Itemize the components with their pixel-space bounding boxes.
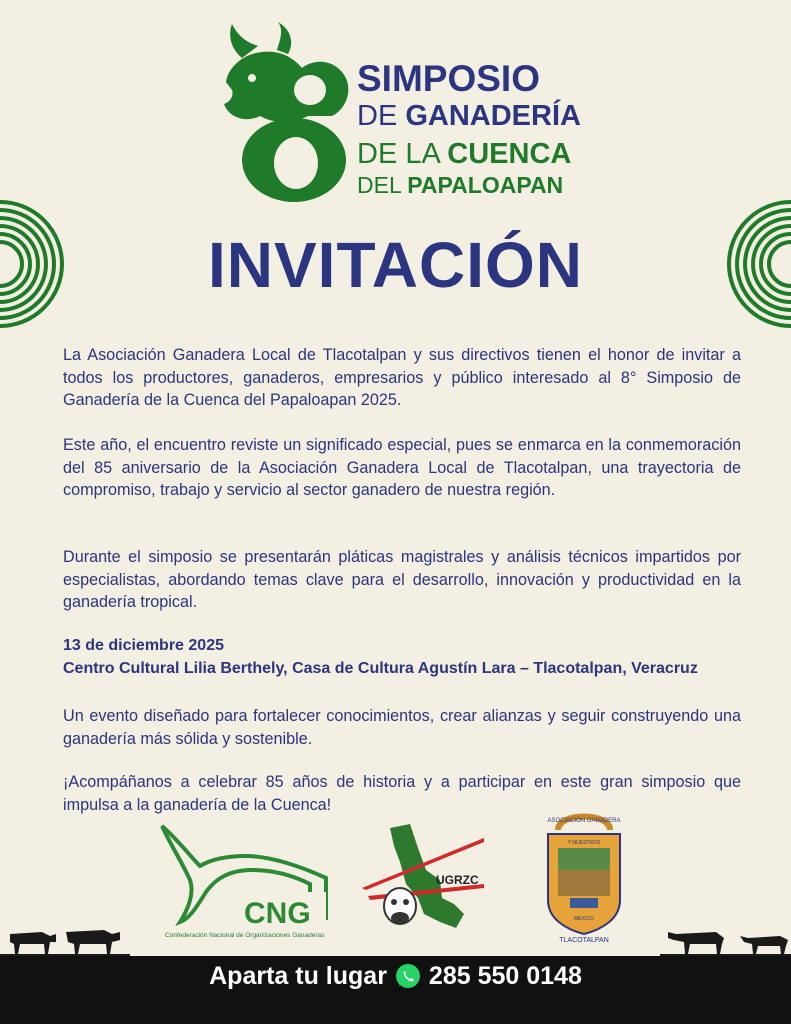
invitation-title: INVITACIÓN xyxy=(207,229,584,301)
whatsapp-icon xyxy=(395,963,421,989)
title-cuenca xyxy=(357,140,571,169)
paragraph-anniversary: Este año, el encuentro reviste un significado especial, pues se enmarca en la conmemoración del 85 aniversario de la Asociación Ganadera Local de Tlacotalpan, una trayectoria de compromiso, trabajo y servicio al sector ganadero de nuestra región. xyxy=(63,436,741,499)
event-venue: Centro Cultural Lilia Berthely, Casa de Cultura Agustín Lara – Tlacotalpan, Veracruz xyxy=(63,660,698,677)
cng-logo xyxy=(160,822,330,932)
title-ganaderia-prefix: DE xyxy=(357,100,406,132)
title-papaloapan xyxy=(357,174,563,197)
cng-abbr: CNG xyxy=(244,897,311,930)
paragraph-program: Durante el simposio se presentarán pláticas magistrales y análisis técnicos impartidos por especialistas, abordando temas clave para el desarrollo, innovación y productividad en la ganadería tropical. xyxy=(63,548,741,611)
tlacotalpan-seal xyxy=(540,808,628,948)
seal-mid-text: Y NUESTROS xyxy=(567,840,601,846)
title-simposio: SIMPOSIO xyxy=(357,58,540,99)
paragraph-closing: ¡Acompáñanos a celebrar 85 años de historia y a participar en este gran simposio que impulsa a la ganadería de la Cuenca! xyxy=(63,773,741,814)
event-date: 13 de diciembre 2025 xyxy=(63,637,224,654)
seal-top-text: ASOCIACIÓN GANADERA xyxy=(547,818,621,824)
reserve-call-to-action[interactable] xyxy=(0,961,791,991)
seal-country-text: MEXICO xyxy=(574,916,594,922)
title-cuenca-word: CUENCA xyxy=(447,138,572,170)
cng-full-name: Confederación Nacional de Organizaciones Ganaderas xyxy=(165,932,325,939)
title-cuenca-prefix: DE LA xyxy=(357,138,448,170)
cta-label: Aparta tu lugar xyxy=(209,961,387,990)
paragraph-purpose: Un evento diseñado para fortalecer conocimientos, crear alianzas y seguir construyendo una ganadería más sólida y sostenible. xyxy=(63,707,741,748)
cattle-silhouette-left xyxy=(0,920,130,958)
title-papaloapan-prefix: DEL xyxy=(357,172,408,198)
ugrzc-label: UGRZC xyxy=(436,873,479,887)
phone-number[interactable]: 285 550 0148 xyxy=(428,961,582,990)
seal-city-text: TLACOTALPAN xyxy=(559,937,609,944)
cattle-silhouette-right xyxy=(660,920,791,958)
paragraph-intro: La Asociación Ganadera Local de Tlacotalpan y sus directivos tienen el honor de invitar a todos los productores, ganaderos, empresarios y público interesado al 8° Simposio de Ganadería de la Cuenca del Papaloapan 2025. xyxy=(63,346,741,409)
ugrzc-logo xyxy=(360,818,490,946)
bull-eight-logo xyxy=(222,20,352,205)
title-papaloapan-word: PAPALOAPAN xyxy=(407,172,564,198)
title-ganaderia xyxy=(357,102,581,131)
title-ganaderia-word: GANADERÍA xyxy=(405,100,581,132)
